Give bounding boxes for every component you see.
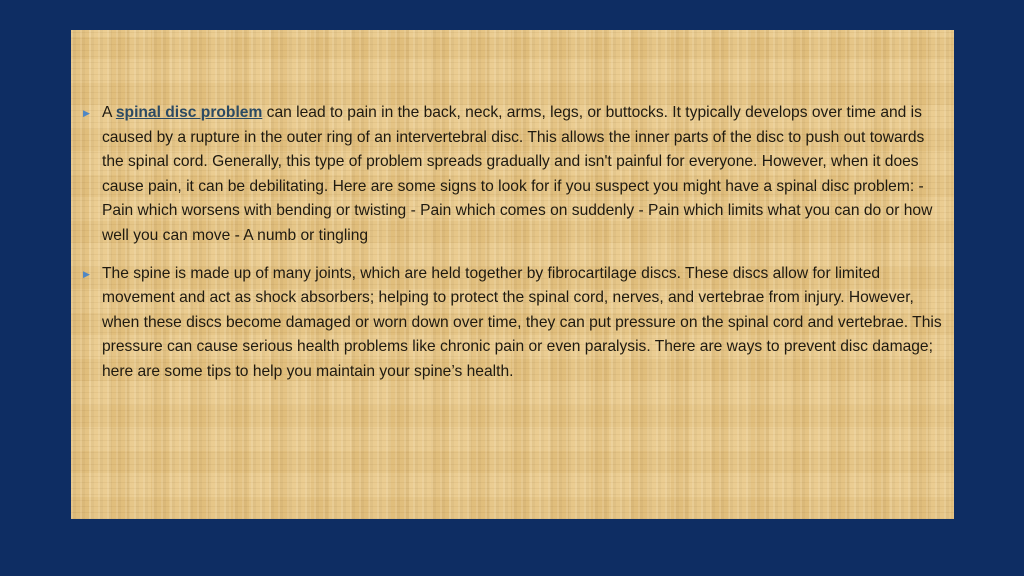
bullet-item-1 bbox=[83, 101, 949, 249]
spinal-disc-problem-link[interactable]: spinal disc problem bbox=[115, 104, 263, 121]
bullet-text: The spine is made up of many joints, which are held together by fibrocartilage discs. These discs allow for limited movement and act as shock absorbers; helping to protect the spinal cord, nerves, and vertebrae from injury. However, when these discs become damaged or worn down over time, they can put pressure on the spinal cord and vertebrae. This pressure can cause serious health problems like chronic pain or even paralysis. There are ways to prevent disc damage; here are some tips to help you maintain your spine’s health. bbox=[102, 264, 942, 380]
bullet-list bbox=[83, 101, 949, 398]
bullet-text: can lead to pain in the back, neck, arms, legs, or buttocks. It typically develops over time and is caused by a rupture in the outer ring of an intervertebral disc. This allows the inner parts of the disc to push out towards the spinal cord. Generally, this type of problem spreads gradually and isn't painful for everyone. However, when it does cause pain, it can be debilitating. Here are some signs to look for if you suspect you might have a spinal disc problem: - Pain which worsens with bending or twisting - Pain which comes on suddenly - Pain which limits what you can do or how well you can move - A numb or tingling bbox=[102, 104, 933, 244]
bullet-arrow-icon: ▶ bbox=[83, 108, 90, 118]
bullet-text-prefix: A bbox=[102, 104, 116, 121]
bullet-item-2 bbox=[83, 262, 949, 385]
bullet-arrow-icon: ▶ bbox=[83, 268, 90, 279]
slide-panel bbox=[71, 30, 954, 519]
